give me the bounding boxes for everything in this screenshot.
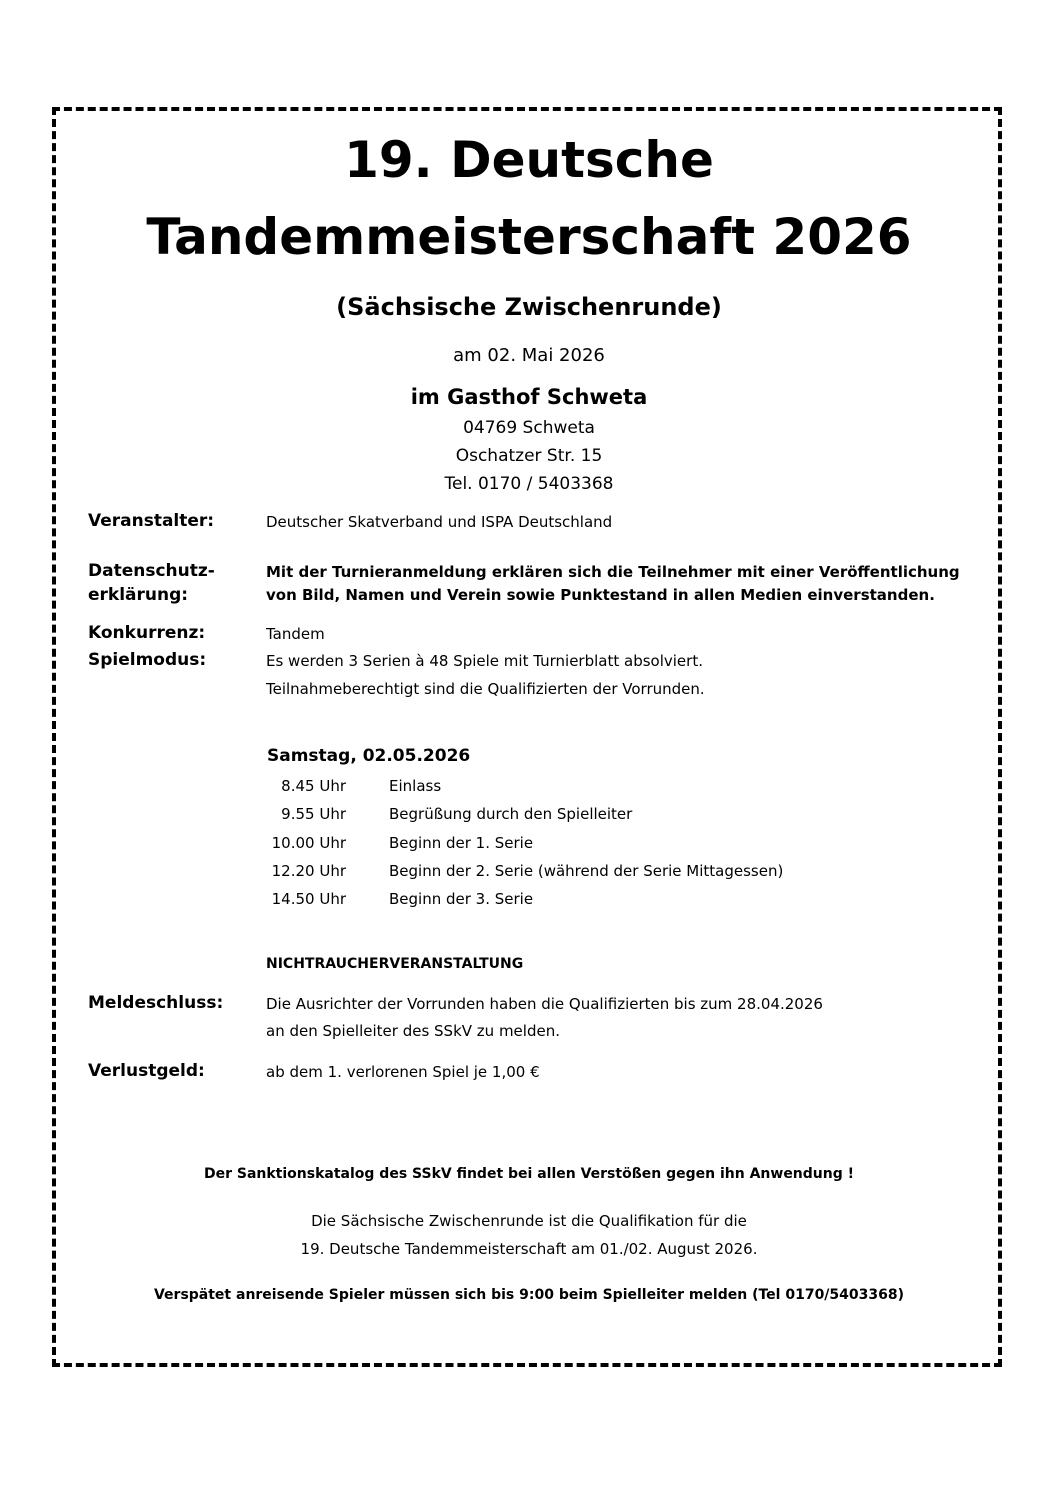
meldeschluss-value-2: an den Spielleiter des SSkV zu melden. [266, 1022, 560, 1040]
venue-name: im Gasthof Schweta [410, 385, 648, 409]
meldeschluss-value-1: Die Ausrichter der Vorrunden haben die Qualifizierten bis zum 28.04.2026 [266, 995, 823, 1013]
late-arrival-notice: Verspätet anreisende Spieler müssen sich bis 9:00 beim Spielleiter melden (Tel 0170/5403368) [153, 1287, 905, 1303]
konkurrenz-label: Konkurrenz: [88, 623, 206, 643]
qualification-line-1: Die Sächsische Zwischenrunde ist die Qualifikation für die [311, 1212, 747, 1230]
datenschutz-label-2: erklärung: [88, 585, 189, 605]
schedule-desc: Begrüßung durch den Spielleiter [389, 805, 633, 823]
title-line-1: 19. Deutsche [344, 131, 714, 189]
datenschutz-value-1: Mit der Turnieranmeldung erklären sich die Teilnehmer mit einer Veröffentlichung [266, 563, 960, 581]
spielmodus-label: Spielmodus: [88, 650, 207, 670]
schedule-desc: Beginn der 2. Serie (während der Serie Mittagessen) [389, 862, 784, 880]
title-line-2: Tandemmeisterschaft 2026 [146, 208, 912, 266]
schedule-desc: Einlass [389, 777, 442, 795]
verlustgeld-value: ab dem 1. verlorenen Spiel je 1,00 € [266, 1063, 540, 1081]
schedule-time: 10.00 Uhr [271, 834, 346, 852]
datenschutz-value-2: von Bild, Namen und Verein sowie Punktestand in allen Medien einverstanden. [266, 586, 935, 604]
nonsmoking-notice: NICHTRAUCHERVERANSTALTUNG [266, 956, 524, 972]
address-city: 04769 Schweta [463, 418, 595, 438]
datenschutz-label-1: Datenschutz- [88, 561, 215, 581]
schedule-time: 12.20 Uhr [271, 862, 346, 880]
spielmodus-value-2: Teilnahmeberechtigt sind die Qualifizierten der Vorrunden. [266, 680, 705, 698]
veranstalter-value: Deutscher Skatverband und ISPA Deutschland [266, 513, 613, 531]
spielmodus-value-1: Es werden 3 Serien à 48 Spiele mit Turnierblatt absolviert. [266, 652, 703, 670]
schedule-day: Samstag, 02.05.2026 [267, 746, 471, 766]
schedule-desc: Beginn der 1. Serie [389, 834, 534, 852]
qualification-line-2: 19. Deutsche Tandemmeisterschaft am 01./02. August 2026. [300, 1240, 758, 1258]
schedule-desc: Beginn der 3. Serie [389, 890, 534, 908]
event-date: am 02. Mai 2026 [453, 345, 605, 366]
address-street: Oschatzer Str. 15 [455, 446, 603, 466]
veranstalter-label: Veranstalter: [88, 511, 215, 531]
phone-number: Tel. 0170 / 5403368 [444, 474, 614, 494]
verlustgeld-label: Verlustgeld: [88, 1061, 205, 1081]
meldeschluss-label: Meldeschluss: [88, 993, 224, 1013]
schedule-time: 8.45 Uhr [281, 777, 346, 795]
konkurrenz-value: Tandem [266, 625, 325, 643]
schedule-time: 9.55 Uhr [281, 805, 346, 823]
subtitle: (Sächsische Zwischenrunde) [336, 293, 722, 321]
schedule-time: 14.50 Uhr [271, 890, 346, 908]
sanction-notice: Der Sanktionskatalog des SSkV findet bei allen Verstößen gegen ihn Anwendung ! [203, 1166, 855, 1182]
